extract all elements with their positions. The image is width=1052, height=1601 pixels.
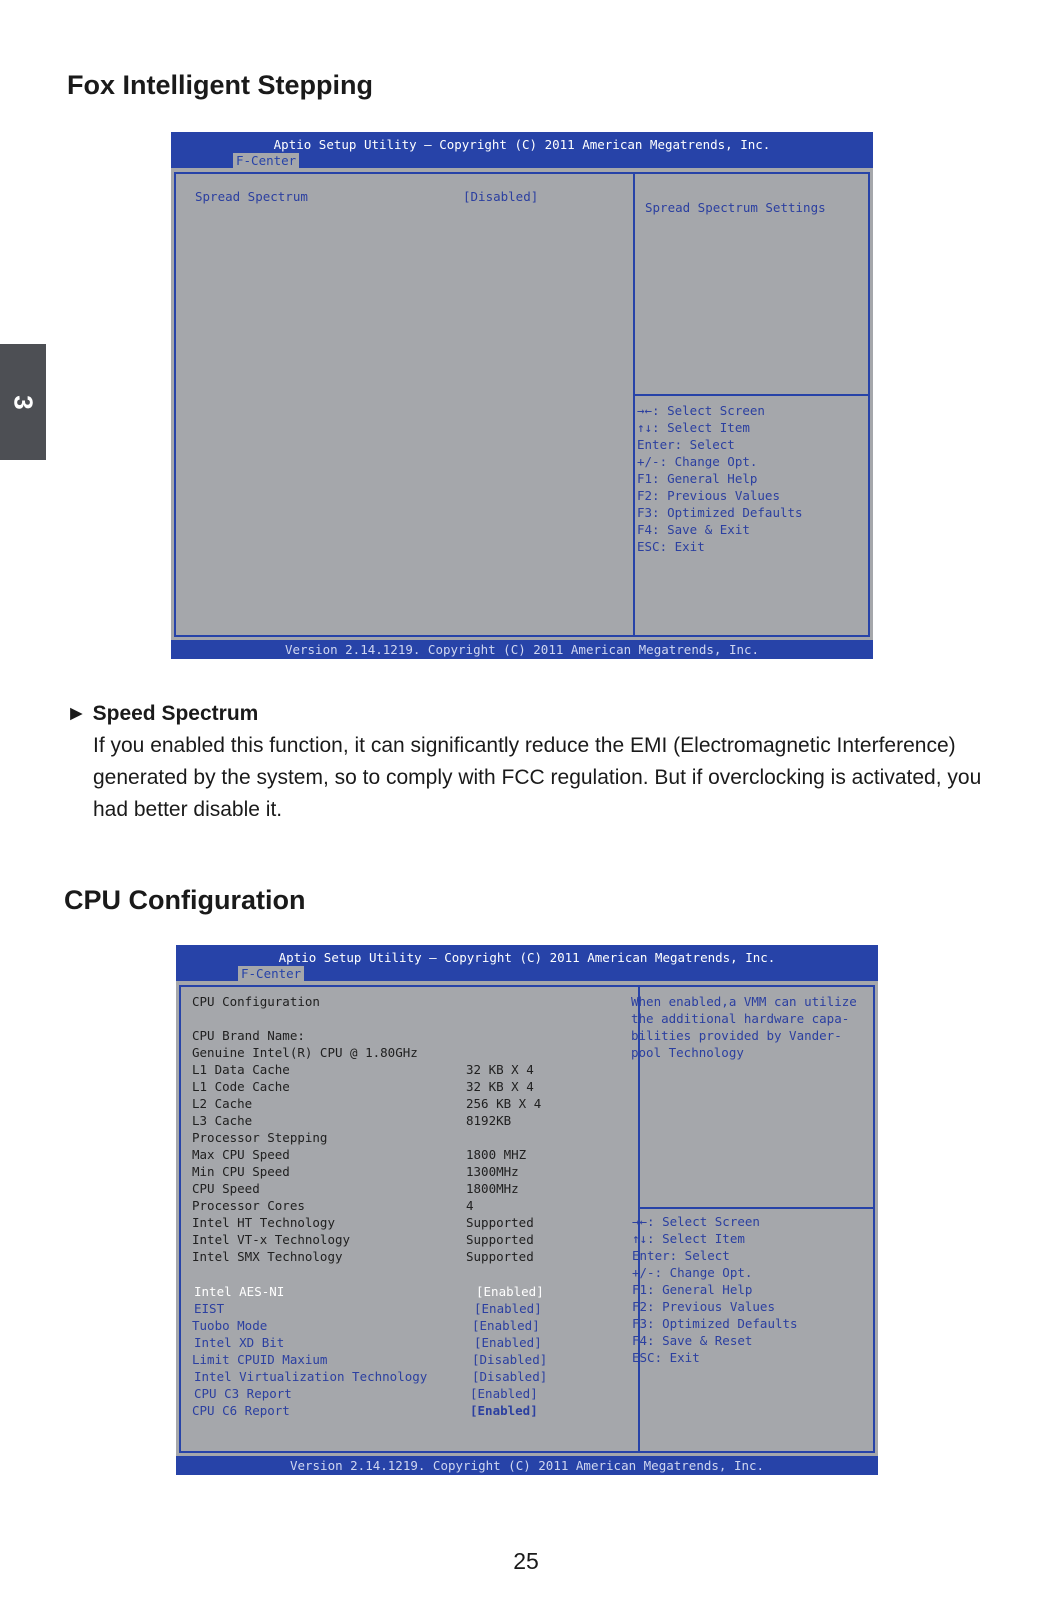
- key-hint: F4: Save & Exit: [637, 522, 750, 537]
- key-hint: +/-: Change Opt.: [637, 454, 758, 469]
- bios-help-divider: [633, 394, 870, 396]
- cpu-brand-value: Genuine Intel(R) CPU @ 1.80GHz: [192, 1045, 418, 1060]
- option-tuobo-mode-label[interactable]: Tuobo Mode: [192, 1318, 268, 1333]
- key-hint: F1: General Help: [632, 1282, 753, 1297]
- info-label: Min CPU Speed: [192, 1164, 290, 1179]
- option-intel-aes-ni-label[interactable]: Intel AES-NI: [194, 1284, 285, 1299]
- info-value: 1800 MHZ: [466, 1147, 527, 1162]
- info-label: Intel SMX Technology: [192, 1249, 343, 1264]
- bios-tab-f-center[interactable]: F-Center: [238, 966, 304, 981]
- info-label: CPU Speed: [192, 1181, 260, 1196]
- bios-frame: [174, 172, 870, 637]
- option-intel-xd-bit-label[interactable]: Intel XD Bit: [194, 1335, 285, 1350]
- bios-header-bar: [171, 132, 873, 168]
- info-value: 1300MHz: [466, 1164, 519, 1179]
- option-intel-aes-ni-value[interactable]: [Enabled]: [476, 1284, 544, 1299]
- option-limit-cpuid-value[interactable]: [Disabled]: [472, 1352, 548, 1367]
- info-value: Supported: [466, 1249, 534, 1264]
- bios-footer: Version 2.14.1219. Copyright (C) 2011 American Megatrends, Inc.: [171, 640, 873, 659]
- section-title-cpu-configuration: CPU Configuration: [64, 885, 306, 915]
- option-spread-spectrum-value[interactable]: [Disabled]: [463, 189, 539, 204]
- bios-header-title: Aptio Setup Utility – Copyright (C) 2011 American Megatrends, Inc.: [273, 137, 771, 152]
- chapter-number: 3: [8, 394, 39, 410]
- cpu-config-heading: CPU Configuration: [192, 994, 320, 1009]
- option-cpu-c3-report-label[interactable]: CPU C3 Report: [194, 1386, 292, 1401]
- info-label: Processor Stepping: [192, 1130, 328, 1145]
- info-label: L3 Cache: [192, 1113, 253, 1128]
- bios-help-divider: [638, 1207, 875, 1209]
- option-cpu-c6-report-value[interactable]: [Enabled]: [470, 1403, 538, 1418]
- key-hint: F3: Optimized Defaults: [637, 505, 803, 520]
- key-hint: ↑↓: Select Item: [637, 420, 750, 435]
- info-label: L1 Data Cache: [192, 1062, 290, 1077]
- key-hint: ↑↓: Select Item: [632, 1231, 745, 1246]
- info-value: 32 KB X 4: [466, 1079, 534, 1094]
- option-eist-value[interactable]: [Enabled]: [474, 1301, 542, 1316]
- key-hint: →←: Select Screen: [637, 403, 765, 418]
- key-hint: +/-: Change Opt.: [632, 1265, 753, 1280]
- bios-footer: Version 2.14.1219. Copyright (C) 2011 American Megatrends, Inc.: [176, 1456, 878, 1475]
- bios-divider: [633, 172, 635, 637]
- help-text-line: bilities provided by Vander-: [631, 1028, 842, 1043]
- option-intel-virtualization-label[interactable]: Intel Virtualization Technology: [194, 1369, 428, 1384]
- bios-tab-f-center[interactable]: F-Center: [233, 153, 299, 168]
- help-text-line: When enabled,a VMM can utilize: [631, 994, 857, 1009]
- chapter-tab: [0, 344, 46, 460]
- key-hint: F4: Save & Reset: [632, 1333, 753, 1348]
- section-title-fox-intelligent-stepping: Fox Intelligent Stepping: [67, 70, 373, 100]
- bios-screen-cpu-configuration: [176, 945, 878, 1475]
- key-hint: F3: Optimized Defaults: [632, 1316, 798, 1331]
- key-hint: F2: Previous Values: [632, 1299, 775, 1314]
- info-label: Max CPU Speed: [192, 1147, 290, 1162]
- key-hint: →←: Select Screen: [632, 1214, 760, 1229]
- cpu-brand-label: CPU Brand Name:: [192, 1028, 305, 1043]
- info-label: L1 Code Cache: [192, 1079, 290, 1094]
- info-value: Supported: [466, 1215, 534, 1230]
- info-value: Supported: [466, 1232, 534, 1247]
- option-intel-xd-bit-value[interactable]: [Enabled]: [474, 1335, 542, 1350]
- help-text: Spread Spectrum Settings: [645, 200, 826, 215]
- info-label: L2 Cache: [192, 1096, 253, 1111]
- bios-header-bar: [176, 945, 878, 981]
- bios-header-title: Aptio Setup Utility – Copyright (C) 2011 American Megatrends, Inc.: [278, 950, 776, 965]
- page-number: 25: [513, 1548, 539, 1574]
- option-cpu-c3-report-value[interactable]: [Enabled]: [470, 1386, 538, 1401]
- key-hint: Enter: Select: [637, 437, 735, 452]
- bios-screen-spread-spectrum: [171, 132, 873, 659]
- info-label: Intel VT-x Technology: [192, 1232, 351, 1247]
- option-intel-virtualization-value[interactable]: [Disabled]: [472, 1369, 548, 1384]
- option-tuobo-mode-value[interactable]: [Enabled]: [472, 1318, 540, 1333]
- key-hint: Enter: Select: [632, 1248, 730, 1263]
- key-hint: F1: General Help: [637, 471, 758, 486]
- option-limit-cpuid-label[interactable]: Limit CPUID Maxium: [192, 1352, 328, 1367]
- info-label: Processor Cores: [192, 1198, 305, 1213]
- info-value: 8192KB: [466, 1113, 512, 1128]
- key-hint: ESC: Exit: [632, 1350, 700, 1365]
- option-cpu-c6-report-label[interactable]: CPU C6 Report: [192, 1403, 290, 1418]
- option-eist-label[interactable]: EIST: [194, 1301, 225, 1316]
- info-value: 4: [466, 1198, 474, 1213]
- info-value: 256 KB X 4: [466, 1096, 542, 1111]
- help-text-line: pool Technology: [631, 1045, 744, 1060]
- option-spread-spectrum-label[interactable]: Spread Spectrum: [195, 189, 308, 204]
- help-text-line: the additional hardware capa-: [631, 1011, 850, 1026]
- info-label: Intel HT Technology: [192, 1215, 335, 1230]
- speed-spectrum-description: If you enabled this function, it can significantly reduce the EMI (Electromagnetic Interference) generated by the system, so to comply with FCC regulation. But if overclocking is activated, you had better disable it.: [93, 734, 982, 821]
- key-hint: F2: Previous Values: [637, 488, 780, 503]
- key-hint: ESC: Exit: [637, 539, 705, 554]
- info-value: 1800MHz: [466, 1181, 519, 1196]
- speed-spectrum-heading: ► Speed Spectrum: [66, 702, 259, 725]
- info-value: 32 KB X 4: [466, 1062, 534, 1077]
